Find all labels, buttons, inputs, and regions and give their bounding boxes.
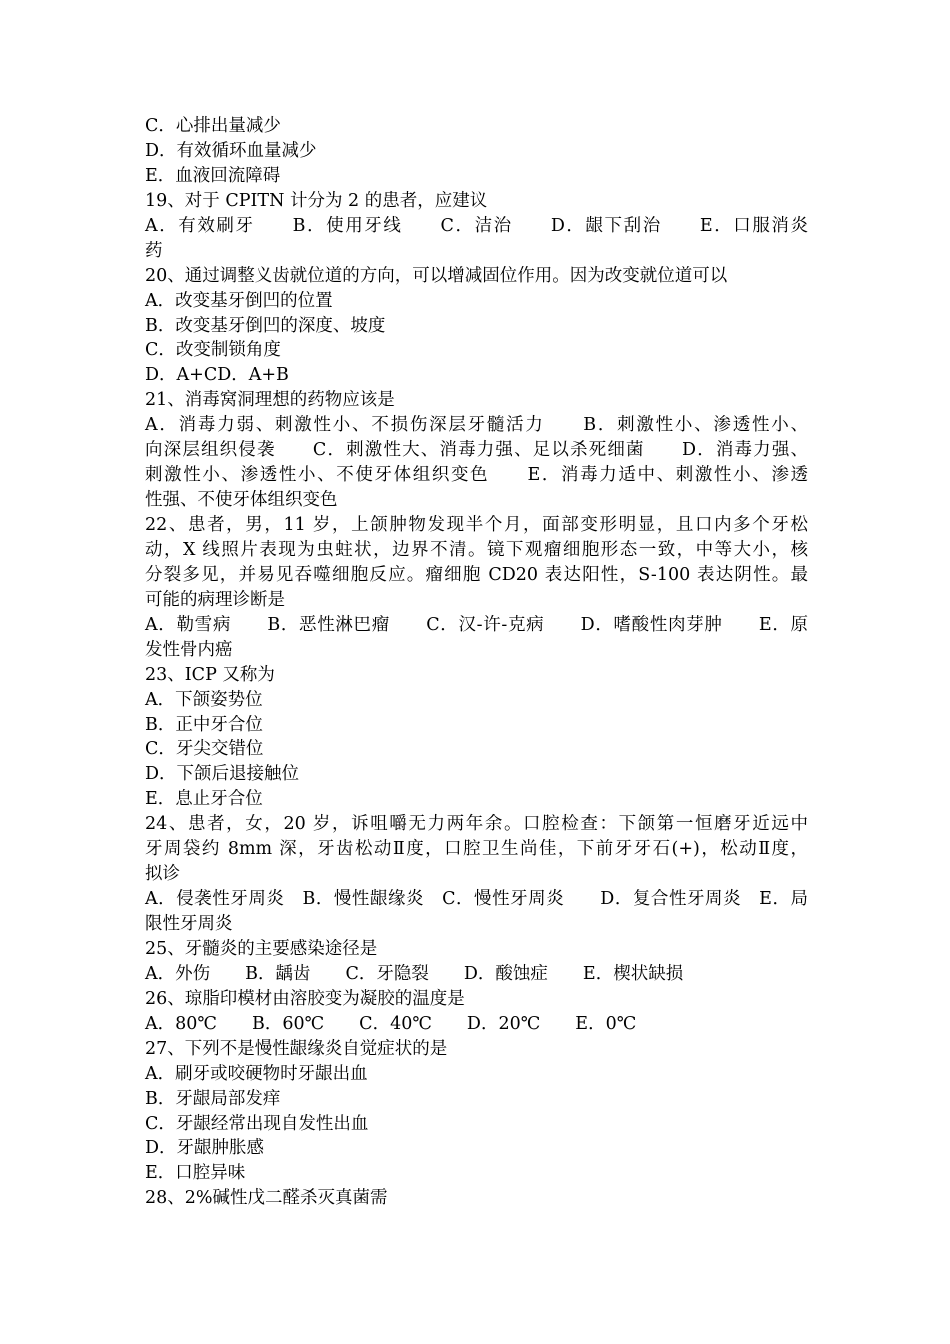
options-line: A．消毒力弱、刺激性小、不损伤深层牙髓活力 B．刺激性小、渗透性小、: [145, 415, 808, 436]
option-line: B．正中牙合位: [145, 714, 263, 735]
document-page: [145, 114, 808, 1211]
option-line: D．牙龈肿胀感: [145, 1138, 265, 1159]
question-20: 20、通过调整义齿就位道的方向，可以增减固位作用。因为改变就位道可以: [145, 265, 728, 286]
option-line: C．牙尖交错位: [145, 739, 264, 760]
question-25: 25、牙髓炎的主要感染途径是: [145, 938, 378, 959]
question-22-text: 分裂多见，并易见吞噬细胞反应。瘤细胞 CD20 表达阳性，S-100 表达阴性。最: [145, 564, 808, 585]
option-line: D．有效循环血量减少: [145, 140, 317, 161]
option-line: A．下颌姿势位: [145, 689, 263, 710]
option-line: C．牙龈经常出现自发性出血: [145, 1113, 369, 1134]
question-24: 24、患者，女，20 岁，诉咀嚼无力两年余。口腔检查：下颌第一恒磨牙近远中: [145, 814, 808, 835]
options-line: A．侵袭性牙周炎 B．慢性龈缘炎 C．慢性牙周炎 D．复合性牙周炎 E．局: [145, 889, 808, 910]
option-line: B．改变基牙倒凹的深度、坡度: [145, 315, 386, 336]
question-27: 27、下列不是慢性龈缘炎自觉症状的是: [145, 1038, 448, 1059]
options-line: A．外伤 B．龋齿 C．牙隐裂 D．酸蚀症 E．楔状缺损: [145, 963, 684, 984]
options-line: 刺激性小、渗透性小、不使牙体组织变色 E．消毒力适中、刺激性小、渗透: [145, 465, 808, 486]
question-23: 23、ICP 又称为: [145, 664, 275, 685]
question-19: 19、对于 CPITN 计分为 2 的患者，应建议: [145, 190, 488, 211]
question-22-text: 动，X 线照片表现为虫蛀状，边界不清。镜下观瘤细胞形态一致，中等大小，核: [145, 539, 808, 560]
option-line: D．A+CD．A+B: [145, 365, 289, 386]
option-line: D．下颌后退接触位: [145, 764, 300, 785]
options-line-continuation: 发性骨内癌: [145, 639, 233, 660]
options-line: A．有效刷牙 B．使用牙线 C．洁治 D．龈下刮治 E．口服消炎: [145, 215, 808, 236]
question-22-text: 可能的病理诊断是: [145, 589, 285, 610]
question-22: 22、患者，男，11 岁，上颌肿物发现半个月，面部变形明显，且口内多个牙松: [145, 515, 808, 535]
option-line: C．心排出量减少: [145, 116, 281, 136]
question-24-text: 牙周袋约 8mm 深，牙齿松动Ⅱ度，口腔卫生尚佳，下前牙牙石(+)，松动Ⅱ度，: [145, 839, 808, 860]
options-line-continuation: 限性牙周炎: [145, 914, 233, 934]
option-line: A．刷牙或咬硬物时牙龈出血: [145, 1063, 368, 1084]
question-24-text: 拟诊: [145, 864, 180, 885]
options-line: 向深层组织侵袭 C．刺激性大、消毒力强、足以杀死细菌 D．消毒力强、: [145, 440, 808, 461]
option-line: E．息止牙合位: [145, 789, 263, 810]
options-line: A．80℃ B．60℃ C．40℃ D．20℃ E．0℃: [145, 1013, 637, 1034]
option-line: E．口腔异味: [145, 1163, 246, 1184]
option-line: B．牙龈局部发痒: [145, 1088, 281, 1109]
question-21: 21、消毒窝洞理想的药物应该是: [145, 390, 395, 411]
question-28: 28、2%碱性戊二醛杀灭真菌需: [145, 1188, 388, 1209]
options-line: A．勒雪病 B．恶性淋巴瘤 C．汉-许-克病 D．嗜酸性肉芽肿 E．原: [145, 614, 808, 635]
options-line-continuation: 药: [145, 240, 163, 261]
option-line: C．改变制锁角度: [145, 340, 281, 361]
option-line: E．血液回流障碍: [145, 165, 281, 186]
option-line: A．改变基牙倒凹的位置: [145, 290, 333, 311]
question-26: 26、琼脂印模材由溶胶变为凝胶的温度是: [145, 988, 465, 1009]
options-line-continuation: 性强、不使牙体组织变色: [145, 490, 338, 511]
